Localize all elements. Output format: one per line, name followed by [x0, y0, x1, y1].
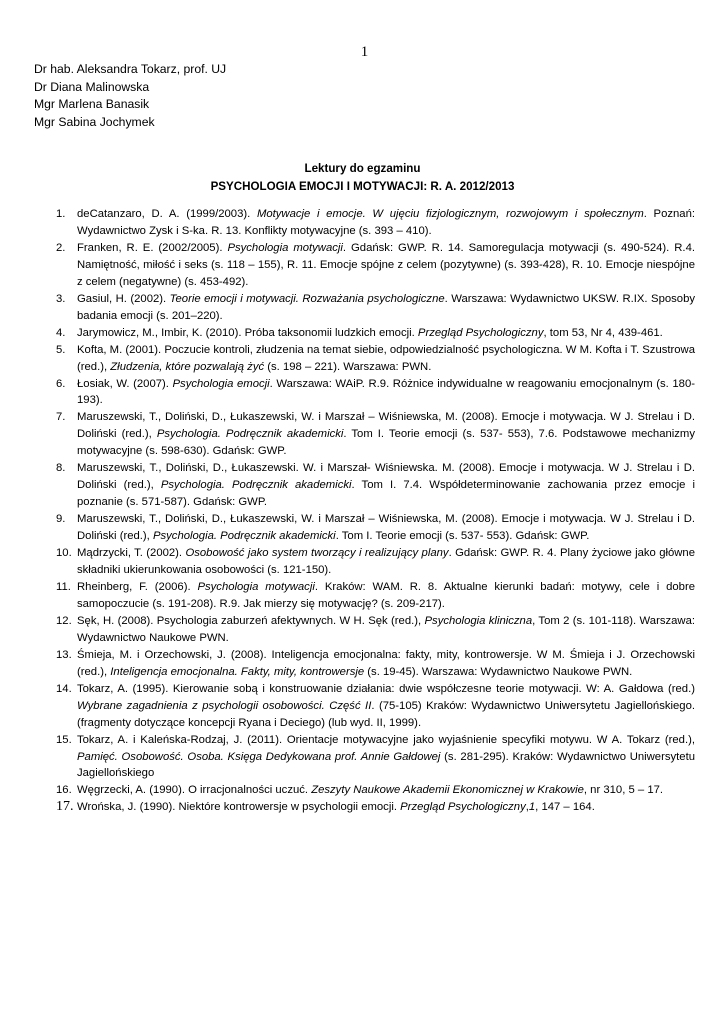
reference-item: 9. Maruszewski, T., Doliński, D., Łukaszewski, W. i Marszał – Wiśniewska, M. (2008). Emocje i motywacja. W J. Strelau i D. Doliński (red.), Psychologia. Podręcznik akademicki. Tom I. Teorie emocji (s. 537- 553). Gdańsk: GWP. — [56, 513, 695, 543]
reference-item: 1. deCatanzaro, D. A. (1999/2003). Motywacje i emocje. W ujęciu fizjologicznym, rozwojowym i społecznym. Poznań: Wydawnictwo Zysk i S-ka. R. 13. Konflikty motywacyjne (s. 393 – 410). — [56, 208, 696, 237]
reference-number: 6. — [56, 377, 66, 390]
reference-number: 3. — [56, 292, 66, 305]
reference-item: 8. Maruszewski, T., Doliński, D., Łukaszewski. W. i Marszał- Wiśniewska. M. (2008). Emocje i motywacja. W J. Strelau i D. Doliński (red.), Psychologia. Podręcznik akademicki. Tom I. 7.4. Współdeterminowanie zachowania przez emocje i poznanie (s. 571-587). Gdańsk: GWP. — [56, 462, 695, 509]
reference-number: 8. — [56, 462, 66, 475]
reference-number: 11. — [56, 580, 71, 593]
reference-number: 15. — [56, 733, 72, 746]
reference-item: 7. Maruszewski, T., Doliński, D., Łukaszewski, W. i Marszał – Wiśniewska, M. (2008). Emocje i motywacja. W J. Strelau i D. Doliński (red.), Psychologia. Podręcznik akademicki. Tom I. Teorie emocji (s. 537- 553), 7.6. Podstawowe mechanizmy motywacyjne (s. 598-630). Gdańsk: GWP. — [56, 411, 695, 458]
reference-number: 4. — [56, 326, 66, 339]
reference-number: 10. — [56, 547, 72, 560]
reference-list — [0, 206, 725, 816]
reference-number: 2. — [56, 241, 66, 254]
reference-item: 16. Węgrzecki, A. (1990). O irracjonalności uczuć. Zeszyty Naukowe Akademii Ekonomicznej w Krakowie, nr 310, 5 – 17. — [0, 782, 725, 799]
reference-number: 1. — [56, 208, 66, 220]
reference-item: 6. Łosiak, W. (2007). Psychologia emocji. Warszawa: WAiP. R.9. Różnice indywidualne w reagowaniu emocjonalnym (s. 180-193). — [56, 377, 695, 407]
title-line-2: PSYCHOLOGIA EMOCJI I MOTYWACJI: R. A. 2012/2013 — [210, 179, 515, 193]
reference-number: 17. — [56, 799, 74, 815]
author-line: Dr hab. Aleksandra Tokarz, prof. UJ — [34, 62, 227, 76]
reference-item: 5. Kofta, M. (2001). Poczucie kontroli, złudzenia na temat siebie, odpowiedzialność psychologiczna. W M. Kofta i T. Szustrowa (red.), Złudzenia, które pozwalają żyć (s. 198 – 221). Warszawa: PWN. — [56, 343, 695, 373]
reference-item: 11. Rheinberg, F. (2006). Psychologia motywacji. Kraków: WAM. R. 8. Aktualne kierunki badań: motywy, cele i dobre samopoczucie (s. 191-208). R.9. Jak mierzy się motywację? (s. 209-217). — [56, 580, 695, 610]
reference-number: 7. — [56, 411, 66, 424]
reference-number: 13. — [56, 648, 72, 661]
author-line: Mgr Marlena Banasik — [34, 97, 150, 111]
reference-item: 3. Gasiul, H. (2002). Teorie emocji i motywacji. Rozważania psychologiczne. Warszawa: Wydawnictwo UKSW. R.IX. Sposoby badania emocji (s. 201–220). — [56, 292, 695, 322]
author-line: Mgr Sabina Jochymek — [34, 114, 155, 129]
reference-item: 17. Wrońska, J. (1990). Niektóre kontrowersje w psychologii emocji. Przegląd Psychologiczny,1, 147 – 164. — [56, 799, 595, 815]
reference-item: 13. Śmieja, M. i Orzechowski, J. (2008). Inteligencja emocjonalna: fakty, mity, kontrowersje. W M. Śmieja i J. Orzechowski (red.), Inteligencja emocjonalna. Fakty, mity, kontrowersje (s. 19-45). Warszawa: Wydawnictwo Naukowe PWN. — [56, 648, 695, 678]
reference-item: 14. Tokarz, A. (1995). Kierowanie sobą i konstruowanie działania: dwie współczesne teorie motywacji. W: A. Gałdowa (red.) Wybrane zagadnienia z psychologii osobowości. Część II. (75-105) Kraków: Wydawnictwo Uniwersytetu Jagiellońskiego. (fragmenty dotyczące koncepcji Ryana i Deciego) (lub wyd. II, 1999). — [56, 682, 695, 729]
reference-item: 10. Mądrzycki, T. (2002). Osobowość jako system tworzący i realizujący plany. Gdańsk: GWP. R. 4. Plany życiowe jako główne składniki ukierunkowania osobowości (s. 121-150). — [56, 547, 695, 577]
reference-number: 14. — [56, 682, 72, 695]
document-title — [0, 160, 725, 195]
reference-number: 12. — [56, 614, 72, 627]
reference-number: 16. — [56, 784, 72, 797]
author-line: Dr Diana Malinowska — [34, 79, 150, 94]
reference-item: 2. Franken, R. E. (2002/2005). Psychologia motywacji. Gdańsk: GWP. R. 14. Samoregulacja motywacji (s. 490-524). R.4. Namiętność, miłość i seks (s. 118 – 155), R. 11. Emocje spójne z celem (pozytywne) (s. 393-428), R. 10. Emocje niespójne z celem (negatywne) (s. 453-492). — [56, 241, 695, 288]
title-line-1: Lektury do egzaminu — [304, 162, 421, 175]
reference-item: 4. Jarymowicz, M., Imbir, K. (2010). Próba taksonomii ludzkich emocji. Przegląd Psychologiczny, tom 53, Nr 4, 439-461. — [0, 325, 725, 342]
reference-number: 5. — [56, 343, 66, 356]
reference-number: 9. — [56, 513, 66, 526]
reference-item: 15. Tokarz, A. i Kaleńska-Rodzaj, J. (2011). Orientacje motywacyjne jako wyjaśnienie specyfiki motywu. W A. Tokarz (red.), Pamięć. Osobowość. Osoba. Księga Dedykowana prof. Annie Gałdowej (s. 281-295). Kraków: Wydawnictwo Uniwersytetu Jagiellońskiego — [56, 733, 695, 780]
author-list — [34, 61, 226, 131]
page-number: 1 — [360, 44, 369, 60]
reference-item: 12. Sęk, H. (2008). Psychologia zaburzeń afektywnych. W H. Sęk (red.), Psychologia kliniczna, Tom 2 (s. 101-118). Warszawa: Wydawnictwo Naukowe PWN. — [56, 614, 695, 644]
